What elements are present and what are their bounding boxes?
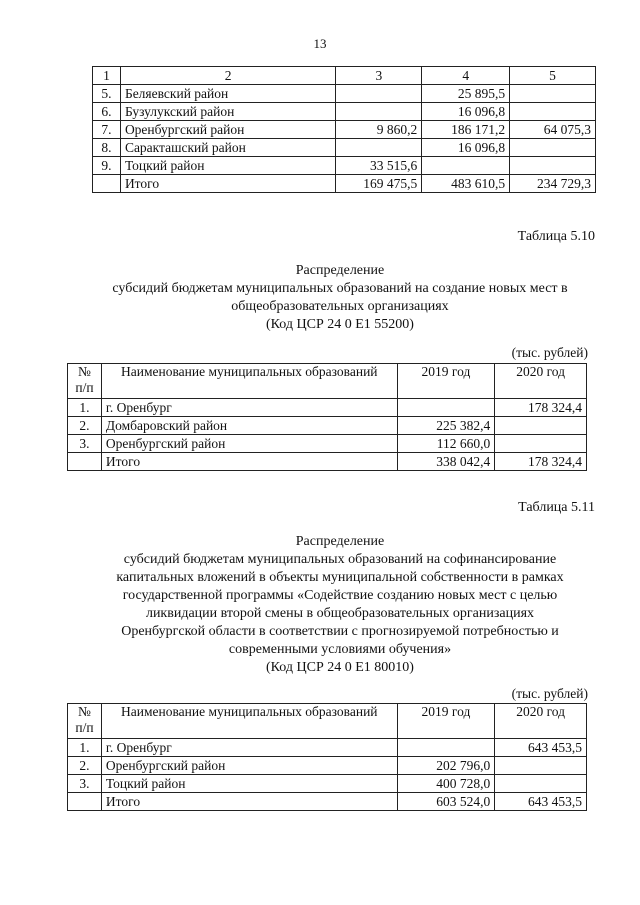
continuation-table	[92, 66, 596, 193]
title-line: Распределение	[295, 263, 385, 278]
value-cell: 400 728,0	[397, 775, 495, 793]
row-number: 9.	[93, 157, 121, 175]
total-label: Итого	[101, 453, 397, 471]
value-cell: 643 453,5	[495, 739, 587, 757]
table-row	[68, 417, 587, 435]
row-number: 6.	[93, 103, 121, 121]
value-cell	[397, 399, 495, 417]
title-line: субсидий бюджетам муниципальных образований на софинансирование	[123, 552, 557, 567]
header-2019: 2019 год	[397, 704, 495, 739]
value-cell	[495, 775, 587, 793]
subsidy-table-5-11	[67, 703, 587, 811]
title-line: государственной программы «Содействие созданию новых мест с целью	[122, 588, 558, 603]
value-cell	[397, 739, 495, 757]
value-cell	[336, 139, 422, 157]
total-value: 483 610,5	[422, 175, 510, 193]
header-number	[68, 364, 102, 399]
header-2019: 2019 год	[397, 364, 495, 399]
value-cell	[510, 157, 596, 175]
district-name: Беляевский район	[120, 85, 335, 103]
table-title	[60, 262, 620, 334]
table-row	[68, 775, 587, 793]
value-cell: 178 324,4	[495, 399, 587, 417]
row-number: 1.	[68, 399, 102, 417]
page-number: 13	[313, 36, 327, 51]
header-2020: 2020 год	[495, 364, 587, 399]
table-row	[68, 757, 587, 775]
title-line: (Код ЦСР 24 0 Е1 55200)	[266, 317, 414, 332]
value-cell: 202 796,0	[397, 757, 495, 775]
total-value: 234 729,3	[510, 175, 596, 193]
total-label: Итого	[120, 175, 335, 193]
value-cell	[510, 103, 596, 121]
header-cell: 1	[93, 67, 121, 85]
header-number-line: п/п	[75, 380, 94, 395]
value-cell	[495, 757, 587, 775]
empty-cell	[93, 175, 121, 193]
row-number: 7.	[93, 121, 121, 139]
header-name: Наименование муниципальных образований	[101, 704, 397, 739]
value-cell: 25 895,5	[422, 85, 510, 103]
table-row	[93, 139, 596, 157]
row-number: 2.	[68, 757, 102, 775]
table-header-row	[68, 364, 587, 399]
header-2020: 2020 год	[495, 704, 587, 739]
table-label: Таблица 5.11	[518, 500, 595, 515]
total-value: 338 042,4	[397, 453, 495, 471]
title-line: капитальных вложений в объекты муниципальной собственности в рамках	[116, 570, 564, 585]
district-name: г. Оренбург	[101, 399, 397, 417]
district-name: Оренбургский район	[120, 121, 335, 139]
table-row	[93, 85, 596, 103]
table-row	[68, 435, 587, 453]
title-line: ликвидации второй смены в общеобразовательных организациях	[145, 606, 535, 621]
subsidy-table-5-10	[67, 363, 587, 471]
table-row	[68, 739, 587, 757]
total-row	[68, 793, 587, 811]
value-cell: 16 096,8	[422, 103, 510, 121]
value-cell	[495, 417, 587, 435]
units-label: (тыс. рублей)	[511, 345, 588, 360]
empty-cell	[68, 793, 102, 811]
district-name: Саракташский район	[120, 139, 335, 157]
title-line: общеобразовательных организациях	[231, 299, 449, 314]
value-cell: 33 515,6	[336, 157, 422, 175]
table-header-row	[68, 704, 587, 739]
header-cell: 5	[510, 67, 596, 85]
header-cell: 4	[422, 67, 510, 85]
value-cell: 186 171,2	[422, 121, 510, 139]
title-line: Оренбургской области в соответствии с прогнозируемой потребностью и	[121, 624, 559, 639]
district-name: Оренбургский район	[101, 757, 397, 775]
row-number: 3.	[68, 435, 102, 453]
district-name: Тоцкий район	[120, 157, 335, 175]
table-row	[93, 103, 596, 121]
header-number	[68, 704, 102, 739]
total-label: Итого	[101, 793, 397, 811]
header-name: Наименование муниципальных образований	[101, 364, 397, 399]
row-number: 5.	[93, 85, 121, 103]
total-value: 603 524,0	[397, 793, 495, 811]
table-header-row	[93, 67, 596, 85]
empty-cell	[68, 453, 102, 471]
value-cell	[422, 157, 510, 175]
district-name: Бузулукский район	[120, 103, 335, 121]
value-cell: 9 860,2	[336, 121, 422, 139]
header-number-line: п/п	[75, 720, 94, 735]
value-cell: 112 660,0	[397, 435, 495, 453]
header-number-line: №	[78, 704, 91, 719]
value-cell: 225 382,4	[397, 417, 495, 435]
district-name: Оренбургский район	[101, 435, 397, 453]
title-line: Распределение	[295, 534, 385, 549]
row-number: 3.	[68, 775, 102, 793]
district-name: Тоцкий район	[101, 775, 397, 793]
title-line: субсидий бюджетам муниципальных образований на создание новых мест в	[112, 281, 568, 296]
total-row	[93, 175, 596, 193]
header-cell: 3	[336, 67, 422, 85]
value-cell	[510, 85, 596, 103]
value-cell	[510, 139, 596, 157]
row-number: 8.	[93, 139, 121, 157]
total-value: 643 453,5	[495, 793, 587, 811]
total-value: 178 324,4	[495, 453, 587, 471]
district-name: г. Оренбург	[101, 739, 397, 757]
table-title	[60, 533, 620, 677]
value-cell	[336, 103, 422, 121]
table-row	[68, 399, 587, 417]
row-number: 2.	[68, 417, 102, 435]
table-label: Таблица 5.10	[517, 229, 595, 244]
table-row	[93, 121, 596, 139]
value-cell	[495, 435, 587, 453]
value-cell: 16 096,8	[422, 139, 510, 157]
title-line: (Код ЦСР 24 0 Е1 80010)	[266, 660, 414, 675]
district-name: Домбаровский район	[101, 417, 397, 435]
header-number-line: №	[78, 364, 91, 379]
total-row	[68, 453, 587, 471]
total-value: 169 475,5	[336, 175, 422, 193]
value-cell: 64 075,3	[510, 121, 596, 139]
value-cell	[336, 85, 422, 103]
row-number: 1.	[68, 739, 102, 757]
units-label: (тыс. рублей)	[511, 686, 588, 701]
title-line: современными условиями обучения»	[228, 642, 452, 657]
table-row	[93, 157, 596, 175]
header-cell: 2	[120, 67, 335, 85]
